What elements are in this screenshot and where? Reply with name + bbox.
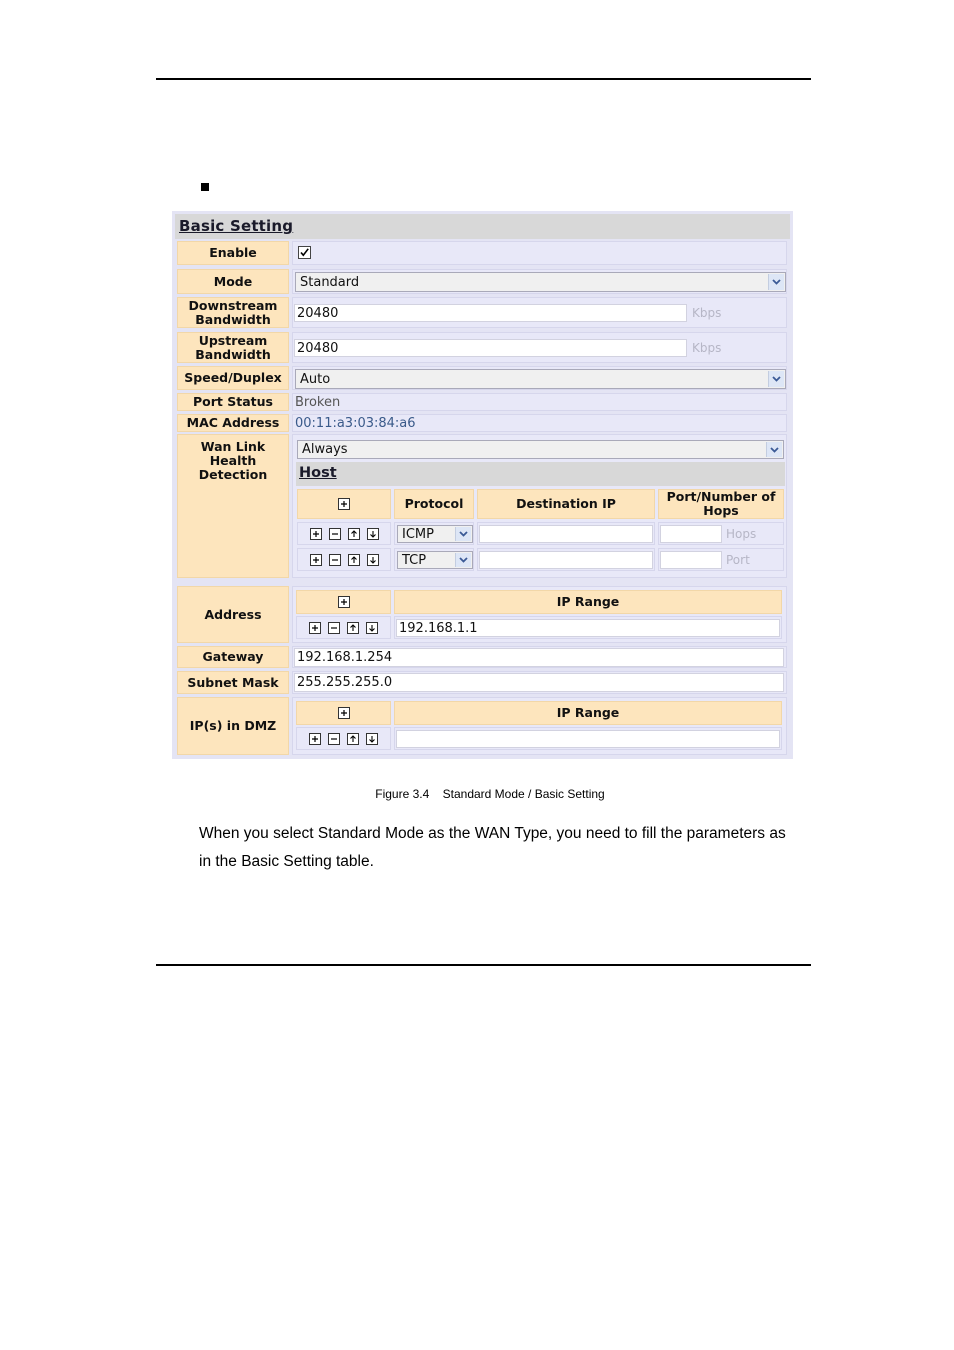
host-row-2-add-button[interactable]: [310, 554, 322, 566]
host-row-1-hops-input[interactable]: [660, 525, 722, 543]
add-icon: [312, 556, 320, 564]
subnet-mask-cell: [292, 671, 787, 694]
host-row-2-port-input[interactable]: [660, 551, 722, 569]
address-row-buttons: [296, 616, 391, 639]
enable-label: Enable: [177, 241, 289, 265]
downstream-label: Downstream Bandwidth: [177, 297, 289, 328]
destination-ip-header: Destination IP: [477, 489, 655, 519]
address-row-down-button[interactable]: [366, 622, 378, 634]
protocol-header: Protocol: [394, 489, 474, 519]
host-row-2-protocol-arrow[interactable]: [455, 553, 471, 567]
move-up-icon: [349, 624, 357, 632]
mode-label: Mode: [177, 269, 289, 294]
host-row-1-protocol-cell: [394, 522, 474, 545]
speed-duplex-value: Auto: [300, 371, 331, 387]
host-row-2-up-button[interactable]: [348, 554, 360, 566]
upstream-label: Upstream Bandwidth: [177, 332, 289, 363]
host-row-1-destination-cell: [477, 522, 655, 545]
panel-title[interactable]: Basic Setting: [179, 217, 294, 235]
address-add-header: [296, 590, 391, 614]
move-up-icon: [350, 530, 358, 538]
dmz-range-cell: [394, 727, 782, 750]
remove-icon: [330, 624, 338, 632]
dmz-row-up-button[interactable]: [347, 733, 359, 745]
wan-link-dropdown-arrow[interactable]: [766, 442, 782, 457]
host-row-1-hint: Hops: [726, 527, 757, 541]
upstream-cell: [292, 332, 787, 363]
move-down-icon: [369, 530, 377, 538]
host-row-2-hint: Port: [726, 553, 750, 567]
host-add-button[interactable]: [338, 498, 350, 510]
host-row-1-add-button[interactable]: [310, 528, 322, 540]
move-down-icon: [368, 735, 376, 743]
host-row-2-port-cell: [658, 548, 784, 571]
dmz-row-add-button[interactable]: [309, 733, 321, 745]
gateway-label: Gateway: [177, 646, 289, 668]
host-row-2-protocol-select[interactable]: [397, 551, 473, 569]
address-add-button[interactable]: [338, 596, 350, 608]
dmz-add-button[interactable]: [338, 707, 350, 719]
host-row-1-protocol-arrow[interactable]: [455, 527, 471, 541]
speed-duplex-select[interactable]: [295, 369, 786, 389]
mode-select-value: Standard: [300, 274, 360, 290]
host-title[interactable]: Host: [299, 465, 337, 481]
panel-title-bar: [175, 214, 790, 239]
host-row-2-protocol-cell: [394, 548, 474, 571]
address-row-remove-button[interactable]: [328, 622, 340, 634]
mode-select[interactable]: [295, 272, 786, 292]
host-row-2-remove-button[interactable]: [329, 554, 341, 566]
dmz-cell: [292, 697, 787, 755]
address-cell: [292, 586, 787, 643]
gateway-cell: [292, 646, 787, 668]
speed-duplex-cell: [292, 366, 787, 390]
host-row-1-destination-input[interactable]: [479, 525, 653, 543]
dmz-row-buttons: [296, 727, 391, 750]
mode-cell: [292, 269, 787, 294]
dmz-label: IP(s) in DMZ: [177, 697, 289, 755]
address-ip-range-header: IP Range: [394, 590, 782, 614]
port-status-label: Port Status: [177, 393, 289, 411]
host-row-2-protocol-value: TCP: [402, 552, 427, 568]
host-add-header: [297, 489, 391, 519]
mac-address-value: 00:11:a3:03:84:a6: [292, 414, 787, 432]
wan-link-cell: [292, 434, 787, 578]
host-title-bar: [296, 462, 785, 486]
port-hops-header: Port/Number of Hops: [658, 489, 784, 519]
address-range-cell: [394, 616, 782, 639]
gateway-input[interactable]: 192.168.1.254: [294, 648, 784, 667]
host-row-1-hops-cell: [658, 522, 784, 545]
address-row-add-button[interactable]: [309, 622, 321, 634]
move-up-icon: [350, 556, 358, 564]
host-row-1-down-button[interactable]: [367, 528, 379, 540]
wan-link-value: Always: [302, 442, 348, 457]
host-row-1-protocol-value: ICMP: [402, 526, 434, 542]
add-icon: [311, 624, 319, 632]
host-row-1-up-button[interactable]: [348, 528, 360, 540]
host-row-2-destination-cell: [477, 548, 655, 571]
bullet-icon: [201, 183, 209, 191]
add-icon: [340, 709, 348, 717]
add-icon: [340, 598, 348, 606]
checkmark-icon: [299, 247, 310, 258]
dropdown-arrow-icon: [772, 376, 781, 382]
dmz-range-input[interactable]: [396, 730, 780, 748]
subnet-mask-label: Subnet Mask: [177, 671, 289, 694]
dmz-ip-range-header: IP Range: [394, 701, 782, 725]
enable-checkbox[interactable]: [298, 246, 311, 259]
dropdown-arrow-icon: [770, 447, 779, 453]
host-row-1-buttons: [297, 522, 391, 545]
address-range-input[interactable]: 192.168.1.1: [396, 619, 780, 637]
subnet-mask-input[interactable]: 255.255.255.0: [294, 673, 784, 692]
remove-icon: [331, 556, 339, 564]
dmz-row-down-button[interactable]: [366, 733, 378, 745]
address-label: Address: [177, 586, 289, 643]
dropdown-arrow-icon: [459, 557, 468, 563]
downstream-input[interactable]: 20480: [294, 304, 687, 322]
port-status-value: Broken: [292, 393, 787, 411]
bottom-rule: [156, 964, 811, 966]
dropdown-arrow-icon: [772, 279, 781, 285]
move-down-icon: [368, 624, 376, 632]
top-rule: [156, 78, 811, 80]
upstream-unit: Kbps: [692, 341, 722, 355]
host-row-1-remove-button[interactable]: [329, 528, 341, 540]
downstream-unit: Kbps: [692, 306, 722, 320]
dmz-row-remove-button[interactable]: [328, 733, 340, 745]
mode-dropdown-arrow[interactable]: [768, 274, 784, 290]
remove-icon: [330, 735, 338, 743]
wan-link-label: Wan Link Health Detection: [177, 434, 289, 578]
address-row-up-button[interactable]: [347, 622, 359, 634]
host-row-2-destination-input[interactable]: [479, 551, 653, 569]
speed-duplex-dropdown-arrow[interactable]: [768, 371, 784, 387]
host-row-2-buttons: [297, 548, 391, 571]
wan-link-select[interactable]: [297, 440, 784, 459]
basic-setting-panel: [172, 211, 793, 759]
enable-cell: [292, 241, 787, 265]
figure-caption: Figure 3.4 Standard Mode / Basic Setting: [375, 787, 605, 801]
upstream-input[interactable]: 20480: [294, 339, 687, 357]
add-icon: [312, 530, 320, 538]
body-paragraph: When you select Standard Mode as the WAN Type, you need to fill the parameters as in the Basic Setting table.: [199, 825, 786, 870]
add-icon: [311, 735, 319, 743]
speed-duplex-label: Speed/Duplex: [177, 366, 289, 390]
move-down-icon: [369, 556, 377, 564]
downstream-cell: [292, 297, 787, 328]
host-row-1-protocol-select[interactable]: [397, 525, 473, 543]
dropdown-arrow-icon: [459, 531, 468, 537]
remove-icon: [331, 530, 339, 538]
mac-address-label: MAC Address: [177, 414, 289, 432]
move-up-icon: [349, 735, 357, 743]
dmz-add-header: [296, 701, 391, 725]
host-row-2-down-button[interactable]: [367, 554, 379, 566]
add-icon: [340, 500, 348, 508]
